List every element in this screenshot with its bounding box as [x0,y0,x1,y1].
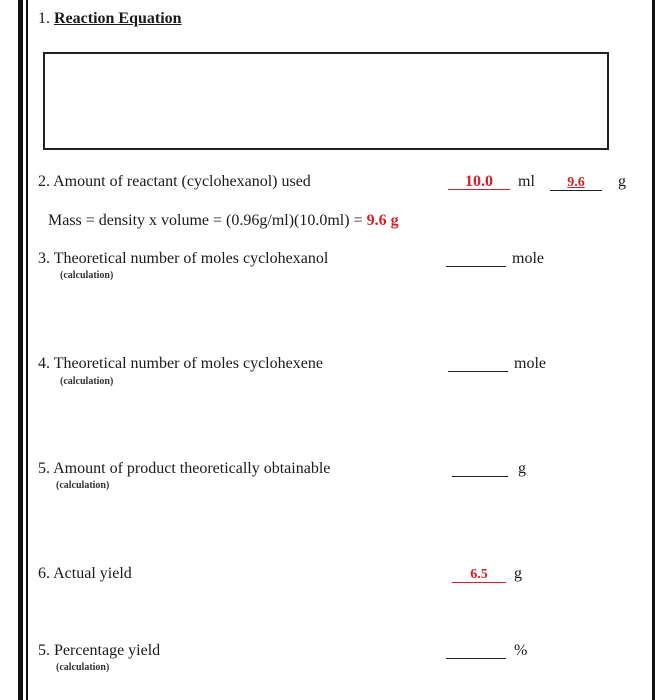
q5-note: (calculation) [56,480,110,491]
q4-unit: mole [514,355,546,372]
reaction-equation-box[interactable] [43,52,609,150]
q7-unit: % [514,642,528,659]
q3-answer-field[interactable] [446,250,544,268]
section-number: 1. [38,10,50,27]
page-left-border [18,0,23,700]
q6-label: 6. Actual yield [38,565,132,582]
q3-note: (calculation) [60,270,114,281]
section-title: Reaction Equation [54,10,182,27]
q4-note: (calculation) [60,376,114,387]
mass-calculation [48,212,399,230]
q6-value: 6.5 [452,568,506,583]
q2-mass-unit: g [618,173,626,190]
q2-mass-field[interactable] [550,173,626,191]
q4-label: 4. Theoretical number of moles cyclohexene [38,355,323,372]
q7-label: 5. Percentage yield [38,642,161,659]
q3-unit: mole [512,250,544,267]
q5-unit: g [518,460,526,477]
q2-volume-unit: ml [518,173,535,190]
q7-note: (calculation) [56,662,110,673]
q6-unit: g [514,565,522,582]
q2-label: 2. Amount of reactant (cyclohexanol) used [38,173,311,190]
q2-mass-value: 9.6 [550,176,602,191]
q4-answer-field[interactable] [448,355,546,373]
q2-volume-value: 10.0 [448,175,510,190]
page-left-border-inner [26,0,28,700]
q5-label: 5. Amount of product theoretically obtainable [38,460,331,477]
q5-answer-field[interactable] [452,460,526,478]
reaction-equation-heading [38,10,182,28]
mass-calc-answer: 9.6 g [366,212,399,229]
q3-label: 3. Theoretical number of moles cyclohexanol [38,250,329,267]
q7-answer-field[interactable] [446,642,527,660]
mass-calc-text: Mass = density x volume = (0.96g/ml)(10.0ml) = [48,212,367,229]
q6-answer-field[interactable] [452,565,522,583]
q2-volume-field[interactable] [448,173,535,191]
